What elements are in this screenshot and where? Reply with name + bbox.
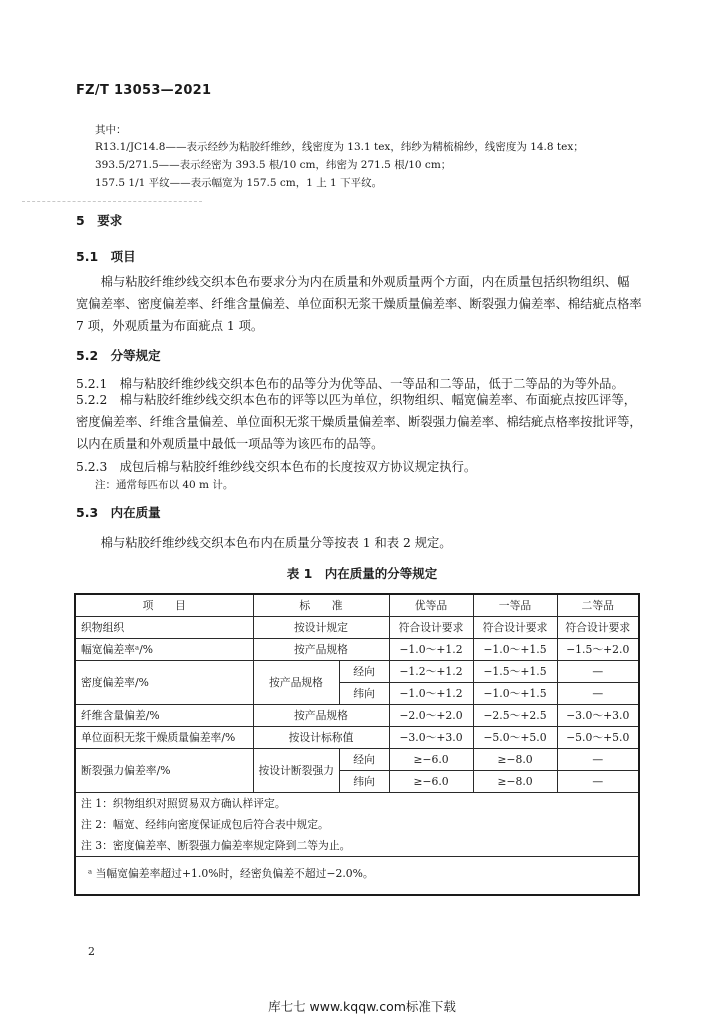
cell-item: 纤维含量偏差/% [75,705,253,727]
cell-standard: 按产品规格 [253,639,389,661]
header-superior-grade: 优等品 [389,594,473,617]
cell-direction: 经向 [339,661,389,683]
scan-artifact-rule [22,201,202,202]
clause-5-2-1: 5.2.1 棉与粘胶纤维纱线交织本色布的品等分为优等品、一等品和二等品，低于二等品的为等外品。 [76,377,624,391]
cell-value: −5.0～+5.0 [473,727,557,749]
cell-item: 织物组织 [75,617,253,639]
table-footnote: ᵃ 当幅宽偏差率超过+1.0%时，经密负偏差不超过−2.0%。 [75,857,639,896]
cell-value: — [557,749,639,771]
table-header-row [75,594,639,617]
cell-item: 断裂强力偏差率/% [75,749,253,793]
cell-standard: 按产品规格 [253,705,389,727]
cell-value: ≥−6.0 [389,771,473,793]
legend-line: 157.5 1/1 平纹——表示幅宽为 157.5 cm，1 上 1 下平纹。 [95,177,383,189]
cell-value: −1.0～+1.2 [389,683,473,705]
cell-value: −1.0～+1.2 [389,639,473,661]
paragraph-line: 5.2.2 棉与粘胶纤维纱线交织本色布的评等以匹为单位，织物组织、幅宽偏差率、布面疵点按匹评等， [76,393,637,407]
cell-standard: 按设计标称值 [253,727,389,749]
cell-value: −1.2～+1.2 [389,661,473,683]
table-row [75,749,639,771]
paragraph-line: 棉与粘胶纤维纱线交织本色布要求分为内在质量和外观质量两个方面，内在质量包括织物组织、幅 [76,275,630,289]
table-row [75,705,639,727]
table-notes-row [75,793,639,857]
table-row [75,639,639,661]
cell-value: −2.0～+2.0 [389,705,473,727]
cell-value: ≥−8.0 [473,749,557,771]
cell-value: −3.0～+3.0 [557,705,639,727]
cell-direction: 纬向 [339,683,389,705]
cell-standard: 按设计断裂强力 [253,749,339,793]
paragraph-line: 密度偏差率、纤维含量偏差、单位面积无浆干燥质量偏差率、断裂强力偏差率、棉结疵点格率按批评等， [76,415,642,429]
clause-5-2-2 [76,389,642,455]
cell-value: ≥−8.0 [473,771,557,793]
cell-value: −5.0～+5.0 [557,727,639,749]
table-row [75,661,639,683]
cell-value: 符合设计要求 [557,617,639,639]
cell-value: 符合设计要求 [389,617,473,639]
cell-value: −1.5～+2.0 [557,639,639,661]
legend-line: 393.5/271.5——表示经密为 393.5 根/10 cm，纬密为 271.5 根/10 cm； [95,159,452,171]
standard-number: FZ/T 13053—2021 [76,83,212,98]
section-5-2-heading: 5.2 分等规定 [76,348,161,363]
table-note: 注 2：幅宽、经纬向密度保证成包后符合表中规定。 [81,818,329,831]
header-item: 项 目 [75,594,253,617]
cell-value: — [557,661,639,683]
page-number: 2 [88,945,95,958]
cell-value: −1.0～+1.5 [473,683,557,705]
cell-value: −1.0～+1.5 [473,639,557,661]
paragraph-line: 7 项，外观质量为布面疵点 1 项。 [76,319,264,333]
legend-title: 其中： [95,124,127,136]
table-row [75,617,639,639]
section-5-3-text: 棉与粘胶纤维纱线交织本色布内在质量分等按表 1 和表 2 规定。 [76,536,452,550]
table-footnote-row [75,857,639,896]
cell-item: 单位面积无浆干燥质量偏差率/% [75,727,253,749]
cell-value: −1.5～+1.5 [473,661,557,683]
table-row [75,727,639,749]
paragraph-line: 以内在质量和外观质量中最低一项品等为该匹布的品等。 [76,437,384,451]
cell-value: −3.0～+3.0 [389,727,473,749]
section-5-heading: 5 要求 [76,213,123,228]
table-1-caption: 表 1 内在质量的分等规定 [286,566,438,581]
legend-line: R13.1/JC14.8——表示经纱为粘胶纤维纱，线密度为 13.1 tex，纬纱为精梳棉纱，线密度为 14.8 tex； [95,141,584,153]
clause-5-2-3-note: 注：通常每匹布以 40 m 计。 [95,479,234,491]
cell-item: 幅宽偏差率ᵃ/% [75,639,253,661]
header-second-grade: 二等品 [557,594,639,617]
cell-direction: 经向 [339,749,389,771]
cell-direction: 纬向 [339,771,389,793]
watermark-footer: 库七七 www.kqqw.com标准下载 [268,999,456,1014]
cell-value: −2.5～+2.5 [473,705,557,727]
section-5-3-heading: 5.3 内在质量 [76,505,161,520]
header-first-grade: 一等品 [473,594,557,617]
cell-value: 符合设计要求 [473,617,557,639]
cell-item: 密度偏差率/% [75,661,253,705]
table-note: 注 3：密度偏差率、断裂强力偏差率规定降到二等为止。 [81,839,351,852]
header-standard: 标 准 [253,594,389,617]
cell-value: — [557,683,639,705]
table-notes [75,793,639,857]
cell-value: ≥−6.0 [389,749,473,771]
paragraph-line: 宽偏差率、密度偏差率、纤维含量偏差、单位面积无浆干燥质量偏差率、断裂强力偏差率、棉结疵点格率 [76,297,642,311]
section-5-1-paragraph [76,271,642,337]
clause-5-2-3: 5.2.3 成包后棉与粘胶纤维纱线交织本色布的长度按双方协议规定执行。 [76,460,477,474]
table-1 [74,593,640,896]
table-note: 注 1：织物组织对照贸易双方确认样评定。 [81,797,286,810]
section-5-1-heading: 5.1 项目 [76,249,136,264]
cell-value: — [557,771,639,793]
cell-standard: 按产品规格 [253,661,339,705]
cell-standard: 按设计规定 [253,617,389,639]
